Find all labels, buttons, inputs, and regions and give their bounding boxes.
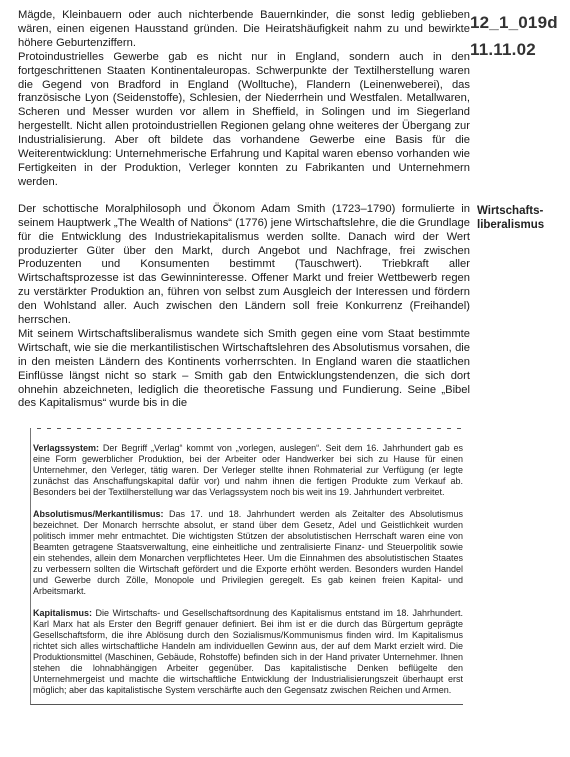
glossary-term: Kapitalismus: [33,608,93,618]
paragraph: Protoindustrielles Gewerbe gab es nicht nur in England, sondern auch in den fortgeschrittenen Staaten Kontinentaleuropas. Schwerpunkte der Textilherstellung waren die Gegend von Bradford in England (Wolltuche), Flandern (Leinenweberei), das französische Lyon (Seidenstoffe), Schlesien, der Niederrhein und Westfalen. Metallwaren, Scheren und Messer wurden vor allem in Sheffield, in Solingen und im Siegerland hergestellt. Nicht allen protoindustriellen Regionen gelang ohne weiteres der Übergang zur Industrialisierung. Aber oft bildete das vorhandene Gewerbe eine Basis für die Weiterentwicklung: Unternehmerische Erfahrung und Kapital waren ebenso vorhanden wie Fertigkeiten in der Produktion, Verleger konnten zu Fabrikanten und Unternehmern werden. [18,50,470,188]
margin-note: Wirtschafts- liberalismus [477,205,545,231]
document-code [470,9,570,63]
glossary-entry [31,509,463,597]
glossary-definition: Die Wirtschafts- und Gesellschaftsordnung des Kapitalismus entstand im 18. Jahrhundert. Karl Marx hat als Erster den Begriff genauer definiert. Bei ihm ist er die durch das Bürgertum geprägte Gesellschaftsform, die ihre Ablösung durch den Sozialismus/Kommunismus finden wird. Im Kapitalismus richtet sich alles wirtschaftliche Handeln am individuellen Gewinn aus, der auf dem Markt erzielt wird. Die Produktionsmittel (Maschinen, Gebäude, Rohstoffe) befinden sich in der Hand privater Unternehmer. Ihnen stehen die lohnabhängigen Arbeiter gegenüber. Das kapitalistische Denken beflügelte den Unternehmergeist und machte die wirtschaftliche Entwicklung der Industrialisierungszeit überhaupt erst möglich; aber das kapitalistische System verschärfte auch den Gegensatz zwischen Reichen und Armen. [33,608,463,695]
glossary-entry [31,608,463,696]
paragraph: Mägde, Kleinbauern oder auch nichterbende Bauernkinder, die sonst ledig geblieben wären, einen eigenen Hausstand gründen. Die Heiratshäufigkeit nahm zu und bewirkte höhere Geburtenziffern. [18,9,470,49]
glossary-term: Absolutismus/Merkantilismus: [33,509,164,519]
paragraph-spacer [18,190,470,203]
glossary-box [30,428,463,705]
glossary-term: Verlagssystem: [33,443,100,453]
glossary-definition: Das 17. und 18. Jahrhundert werden als Zeitalter des Absolutismus bezeichnet. Der Monarch herrschte absolut, er stand über dem Gesetz, Adel und Geistlichkeit wurden politisch immer mehr entmachtet. Die wichtigsten Stützen der absolutistischen Herrschaft waren eine von Beamten getragene Staatsverwaltung, eine einheitliche und zentralisierte Finanz- und Steuerpolitik sowie ein stehendes, allein dem Monarchen verpflichtetes Heer. Um die Einnahmen des absolutistischen Staates zu verbessern sollten die Wirtschaft gefördert und die Exporte erhöht werden. Besonders wurden Handel und Gewerbe durch Zölle, Monopole und Privilegien geregelt. Es gab keinen freien Kapital- und Arbeitsmarkt. [33,509,463,596]
dashed-divider [31,427,463,430]
glossary-definition: Der Begriff „Verlag“ kommt von „vorlegen, auslegen“. Seit dem 16. Jahrhundert gab es eine Form gewerblicher Produktion, bei der Arbeiter oder Handwerker bei sich zu Hause für einen Unternehmer, den Verleger, tätig waren. Der Verleger stellte ihnen Rohmaterial zur Verfügung (er legte zunächst das Anschaffungskapital dafür vor) und nahm ihnen die fertigen Produkte zum Verkauf ab. Besonders bei der Textilherstellung war das Verlagssystem noch bis weit ins 19. Jahrhundert verbreitet. [33,443,463,497]
main-text [18,9,470,411]
glossary-entry [31,443,463,498]
document-code-line1: 12_1_019d [470,13,558,32]
paragraph: Der schottische Moralphilosoph und Ökonom Adam Smith (1723–1790) formulierte in seinem Hauptwerk „The Wealth of Nations“ (1776) jene Wirtschaftslehre, die die Grundlage für die Entwicklung des Industriekapitalismus werden sollte. Danach wird der Wert produzierter Güter über den Markt, durch Angebot und Nachfrage, frei zwischen Produzenten und Konsumenten bestimmt (Tauschwert). Triebkraft aller Wirtschaftsprozesse ist das Gewinninteresse. Offener Markt und freier Wettbewerb regen zu verstärkter Produktion an, führen von selbst zum Ausgleich der Interessen und fördern den Wohlstand aller. Auch zwischen den Ländern soll freie Konkurrenz (Freihandel) herrschen. [18,202,470,327]
paragraph: Mit seinem Wirtschaftsliberalismus wandete sich Smith gegen eine vom Staat bestimmte Wirtschaft, wie sie die merkantilistischen Wirtschaftslehren des Absolutismus vorsahen, die in den meisten Ländern des Kontinents vorherrschten. In England waren die staatlichen Einflüsse längst nicht so stark – Smith gab den Entwicklungstendenzen, die sich dort ohnehin abzeichneten, lediglich die theoretische Fassung und Fundierung. Seine „Bibel des Kapitalismus“ wurde bis in die [18,327,470,410]
document-date: 11.11.02 [470,40,536,59]
